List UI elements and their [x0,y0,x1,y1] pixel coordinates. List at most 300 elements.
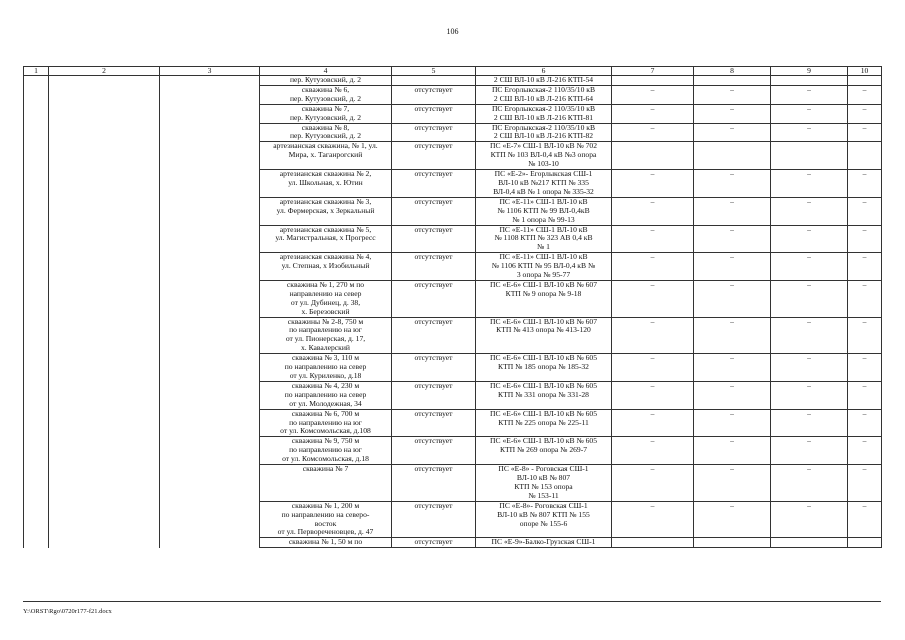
table-row [24,85,882,104]
status-cell: отсутствует [392,381,476,409]
dash-cell [694,465,771,502]
dash-cell [848,104,882,123]
power-source-line: ПС «Е-6» СШ-1 ВЛ-10 кВ № 607 [490,317,597,326]
status-cell: отсутствует [392,437,476,465]
power-source-line: ПС «Е-11» СШ-1 ВЛ-10 кВ [499,252,588,262]
dash-cell [771,280,848,317]
dash-cell [612,409,694,437]
power-source-line: ПС Егорлыкская-2 110/35/10 кВ [491,85,596,94]
dash-cell [848,465,882,502]
empty-cell [49,465,160,502]
power-source-line: ПС «Е-6» СШ-1 ВЛ-10 кВ № 605 [490,409,597,418]
object-cell [260,104,392,123]
power-source-line: № 1 опора № 99-13 [512,214,575,224]
object-cell [260,76,392,86]
object-cell [260,85,392,104]
dash-mark: – [862,225,867,234]
object-line: скважина № 3, 110 м [291,353,360,363]
dash-mark: – [650,197,655,206]
empty-cell [24,465,49,502]
object-line: артезианская скважина, № 1, ул. [273,141,378,151]
dash-cell [848,437,882,465]
dash-mark: – [730,280,734,289]
empty-cell [49,253,160,281]
power-source-cell [476,409,612,437]
dash-mark: – [807,464,811,474]
object-line: скважина № 4, 230 м [291,381,360,390]
dash-cell [694,225,771,253]
power-source-line: № 1108 КТП № 323 АВ 0,4 кВ [494,233,593,243]
power-source-cell [476,381,612,409]
object-line: ул. Школьная, х. Ютин [288,177,363,187]
power-source-cell [476,354,612,382]
status-cell: отсутствует [392,123,476,142]
object-line: от ул. Первореченовцев, д. 47 [277,527,374,537]
object-cell [260,253,392,281]
status-cell: отсутствует [392,104,476,123]
dash-mark: – [730,317,734,326]
dash-cell [694,104,771,123]
table-row [24,465,882,502]
power-source-line: ВЛ-10 кВ №217 КТП № 335 [498,177,589,187]
status-cell: отсутствует [392,409,476,437]
power-source-line: ПС «Е-8»- Роговская СШ-1 [499,501,588,510]
power-source-line: 2 СШ ВЛ-10 кВ Л-216 КТП-82 [493,131,594,141]
empty-cell [160,142,260,170]
empty-cell [771,538,848,548]
power-source-line: № 1106 КТП № 95 ВЛ-0,4 кВ № [491,261,596,271]
power-source-line: КТП № 153 опора [514,481,573,491]
dash-cell [612,354,694,382]
dash-mark: – [862,85,867,94]
empty-cell [24,123,49,142]
dash-cell [848,501,882,538]
empty-cell [49,381,160,409]
object-line: артезианская скважина № 5, [279,225,372,234]
object-cell [260,354,392,382]
dash-cell [771,197,848,225]
dash-mark: – [650,381,655,390]
empty-cell [49,225,160,253]
dash-cell [848,354,882,382]
power-source-line: ПС «Е-11» СШ-1 ВЛ-10 кВ [499,197,588,206]
object-line: скважина № 8, [301,123,350,132]
object-line: от ул. Комсомольская, д.108 [280,426,371,436]
dash-mark: – [730,381,734,390]
object-cell [260,225,392,253]
object-line: по направлению на север [284,389,367,399]
dash-mark: – [807,436,811,446]
table-row [24,197,882,225]
object-line: скважина № 1, 50 м по [288,537,363,547]
object-line: скважина № 1, 270 м по [286,280,365,289]
object-line: скважина № 7, [301,104,350,113]
empty-cell [848,538,882,548]
power-source-line: ПС «Е-8» - Роговская СШ-1 [498,464,589,474]
empty-cell [160,280,260,317]
empty-cell [49,197,160,225]
power-source-cell [476,76,612,86]
dash-mark: – [650,464,655,474]
empty-cell [24,253,49,281]
object-line: по направлению на юг [289,417,362,427]
dash-mark: – [730,501,734,510]
dash-cell [771,437,848,465]
object-cell [260,437,392,465]
power-source-line: 2 СШ ВЛ-10 кВ Л-216 КТП-81 [493,112,594,122]
empty-cell [24,142,49,170]
power-source-line: ПС «Е-6» СШ-1 ВЛ-10 кВ № 607 [490,280,597,289]
power-source-line: ПС Егорлыкская-2 110/35/10 кВ [491,123,596,132]
empty-cell [848,76,882,86]
header-cell: 7 [612,67,694,76]
dash-mark: – [730,104,734,113]
power-source-line: КТП № 225 опора № 225-11 [498,417,589,427]
object-cell [260,501,392,538]
dash-mark: – [730,225,734,234]
empty-cell [24,538,49,548]
empty-cell [49,142,160,170]
empty-cell [49,354,160,382]
power-source-cell [476,170,612,198]
empty-cell [24,354,49,382]
table-row [24,437,882,465]
dash-mark: – [862,409,867,418]
empty-cell [771,142,848,170]
dash-mark: – [650,123,655,132]
power-source-cell [476,501,612,538]
empty-cell [848,142,882,170]
object-line: пер. Кутузовский, д. 2 [289,131,362,141]
empty-cell [49,85,160,104]
object-line: пер. Кутузовский, д. 2 [289,112,362,122]
status-cell: отсутствует [392,197,476,225]
dash-mark: – [862,280,867,289]
power-source-line: КТП № 103 ВЛ-0,4 кВ №3 опора [490,150,597,160]
table-row [24,280,882,317]
power-source-line: ПС «Е-6» СШ-1 ВЛ-10 кВ № 605 [490,436,597,446]
power-source-line: опоре № 155-6 [519,518,568,528]
dash-cell [612,104,694,123]
status-cell: отсутствует [392,354,476,382]
dash-mark: – [650,501,655,510]
dash-mark: – [730,123,734,132]
object-line: ул. Степная, х Изобильный [281,261,370,271]
dash-cell [848,280,882,317]
table-row [24,354,882,382]
dash-cell [771,317,848,354]
dash-cell [848,123,882,142]
dash-mark: – [730,197,734,206]
object-line: по направлению на северо- [281,509,370,519]
dash-mark: – [862,353,867,363]
empty-cell [160,197,260,225]
dash-cell [694,381,771,409]
object-line: ул. Магистральная, х Прогресс [275,233,376,243]
empty-cell [694,538,771,548]
object-line: скважина № 7 [302,464,349,474]
dash-mark: – [807,252,811,262]
dash-mark: – [862,104,867,113]
status-cell: отсутствует [392,280,476,317]
object-line: артезианская скважина № 4, [279,252,372,262]
header-cell: 1 [24,67,49,76]
power-source-cell [476,437,612,465]
empty-cell [24,225,49,253]
dash-cell [771,225,848,253]
empty-cell [160,253,260,281]
dash-cell [612,437,694,465]
dash-mark: – [807,353,811,363]
header-cell: 6 [476,67,612,76]
dash-cell [848,170,882,198]
empty-cell [160,104,260,123]
dash-mark: – [807,317,811,326]
empty-cell [160,85,260,104]
object-line: от ул. Комсомольская, д.18 [282,454,369,464]
empty-cell [160,465,260,502]
power-source-line: ПС «Е-6» СШ-1 ВЛ-10 кВ № 605 [490,381,597,390]
table-bottom-edge [23,601,881,602]
object-line: по направлению на юг [289,325,362,335]
header-cell: 5 [392,67,476,76]
dash-mark: – [862,436,867,446]
page-number: 106 [446,27,459,36]
object-cell [260,170,392,198]
dash-mark: – [862,464,867,474]
power-source-cell [476,317,612,354]
status-cell: отсутствует [392,317,476,354]
empty-cell [160,76,260,86]
table-row [24,123,882,142]
empty-cell [160,317,260,354]
object-line: Мира, х. Таганрогский [288,150,363,160]
dash-cell [612,465,694,502]
dash-cell [848,317,882,354]
dash-cell [694,317,771,354]
power-source-cell [476,225,612,253]
empty-cell [160,381,260,409]
object-line: по направлению на юг [289,445,362,455]
dash-cell [771,409,848,437]
object-line: скважина № 1, 200 м [291,501,360,510]
dash-mark: – [650,409,655,418]
header-cell: 4 [260,67,392,76]
object-line: х. Кавалерский [301,343,350,353]
dash-mark: – [650,317,655,326]
power-source-line: № 1106 КТП № 99 ВЛ-0,4кВ [497,205,590,215]
empty-cell [160,501,260,538]
empty-cell [24,381,49,409]
power-source-line: ВЛ-10 кВ № 807 [516,472,571,482]
table-row [24,253,882,281]
status-cell: отсутствует [392,142,476,170]
dash-mark: – [650,225,655,234]
status-cell: отсутствует [392,85,476,104]
power-source-cell [476,465,612,502]
empty-cell [49,123,160,142]
dash-cell [771,104,848,123]
power-source-line: 3 опора № 95-77 [516,270,571,280]
object-cell [260,465,392,502]
empty-cell [24,76,49,86]
dash-mark: – [862,501,867,510]
dash-mark: – [807,225,811,234]
object-line: артезианская скважина № 3, [279,197,372,206]
power-source-line: ПС «Е-9»-Балко-Грузская СШ-1 [491,537,596,547]
power-source-cell [476,123,612,142]
dash-cell [612,253,694,281]
dash-cell [848,409,882,437]
object-cell [260,142,392,170]
power-source-line: ПС «Е-11» СШ-1 ВЛ-10 кВ [499,225,588,234]
header-cell: 10 [848,67,882,76]
empty-cell [49,317,160,354]
power-source-line: № 103-10 [528,159,559,169]
empty-cell [160,225,260,253]
dash-mark: – [807,169,811,179]
object-line: скважина № 9, 750 м [291,436,360,446]
footer-file-path: Y:\ORST\Rgo\0720r177-f21.docx [23,608,112,615]
empty-cell [49,538,160,548]
dash-cell [612,381,694,409]
dash-mark: – [730,436,734,446]
empty-cell [160,354,260,382]
dash-mark: – [650,252,655,262]
status-cell: отсутствует [392,465,476,502]
dash-cell [612,197,694,225]
empty-cell [49,280,160,317]
status-cell: отсутствует [392,225,476,253]
empty-cell [49,76,160,86]
empty-cell [24,501,49,538]
dash-mark: – [807,501,811,510]
dash-cell [694,280,771,317]
dash-cell [694,197,771,225]
table-row [24,104,882,123]
empty-cell [49,409,160,437]
object-cell [260,317,392,354]
dash-mark: – [730,85,734,94]
object-line: от ул. Пионерская, д. 17, [285,334,366,344]
object-cell [260,123,392,142]
empty-cell [160,437,260,465]
dash-mark: – [730,464,734,474]
empty-cell [24,280,49,317]
dash-mark: – [650,104,655,113]
dash-cell [694,437,771,465]
object-cell [260,280,392,317]
status-cell: отсутствует [392,538,476,548]
dash-mark: – [862,123,867,132]
table-header-row [24,67,882,76]
dash-mark: – [650,280,655,289]
dash-cell [694,123,771,142]
header-cell: 2 [49,67,160,76]
power-source-line: 2 СШ ВЛ-10 кВ Л-216 КТП-54 [493,75,594,84]
table-row [24,501,882,538]
object-line: по направлению на север [284,362,367,372]
object-line: скважины № 2-8, 750 м [287,317,364,326]
dash-cell [771,123,848,142]
dash-cell [612,123,694,142]
power-source-line: 2 СШ ВЛ-10 кВ Л-216 КТП-64 [493,93,594,103]
empty-cell [24,437,49,465]
object-line: от ул. Дубинец, д. 38, [290,297,361,307]
empty-cell [24,85,49,104]
dash-cell [848,85,882,104]
object-line: артезианская скважина № 2, [279,169,372,179]
dash-cell [612,170,694,198]
dash-mark: – [862,197,867,206]
dash-mark: – [807,280,811,289]
dash-cell [612,225,694,253]
dash-cell [694,409,771,437]
power-source-line: КТП № 269 опора № 269-7 [499,445,588,455]
table-row [24,317,882,354]
dash-cell [848,197,882,225]
object-cell [260,538,392,548]
status-cell [392,76,476,86]
power-source-cell [476,280,612,317]
dash-cell [771,354,848,382]
object-line: х. Березовский [301,306,350,316]
power-source-cell [476,253,612,281]
object-line: от ул. Молодежная, 34 [289,398,362,408]
status-cell: отсутствует [392,253,476,281]
header-cell: 9 [771,67,848,76]
empty-cell [612,142,694,170]
empty-cell [24,104,49,123]
empty-cell [771,76,848,86]
dash-cell [694,501,771,538]
dash-mark: – [807,85,811,94]
power-source-line: ПС «Е-7» СШ-1 ВЛ-10 кВ № 702 [490,141,597,151]
object-line: скважина № 6, 700 м [291,409,360,418]
dash-mark: – [862,252,867,262]
dash-cell [848,253,882,281]
dash-cell [694,85,771,104]
dash-cell [694,253,771,281]
object-line: скважина № 6, [301,85,350,94]
empty-cell [612,538,694,548]
dash-cell [771,170,848,198]
dash-mark: – [862,169,867,179]
empty-cell [49,170,160,198]
empty-cell [24,197,49,225]
dash-cell [612,85,694,104]
empty-cell [694,142,771,170]
object-cell [260,381,392,409]
power-source-line: № 153-11 [528,490,559,500]
dash-mark: – [862,317,867,326]
empty-cell [24,317,49,354]
empty-cell [694,76,771,86]
power-source-line: КТП № 413 опора № 413-120 [496,325,591,335]
table-row [24,170,882,198]
dash-cell [848,381,882,409]
dash-cell [771,501,848,538]
document-table [23,66,882,548]
dash-mark: – [650,169,655,179]
table-row [24,225,882,253]
dash-mark: – [730,169,734,179]
power-source-cell [476,104,612,123]
empty-cell [160,170,260,198]
empty-cell [24,409,49,437]
power-source-line: ПС «Е-2»- Егорлыкская СШ-1 [494,169,593,179]
dash-cell [771,85,848,104]
